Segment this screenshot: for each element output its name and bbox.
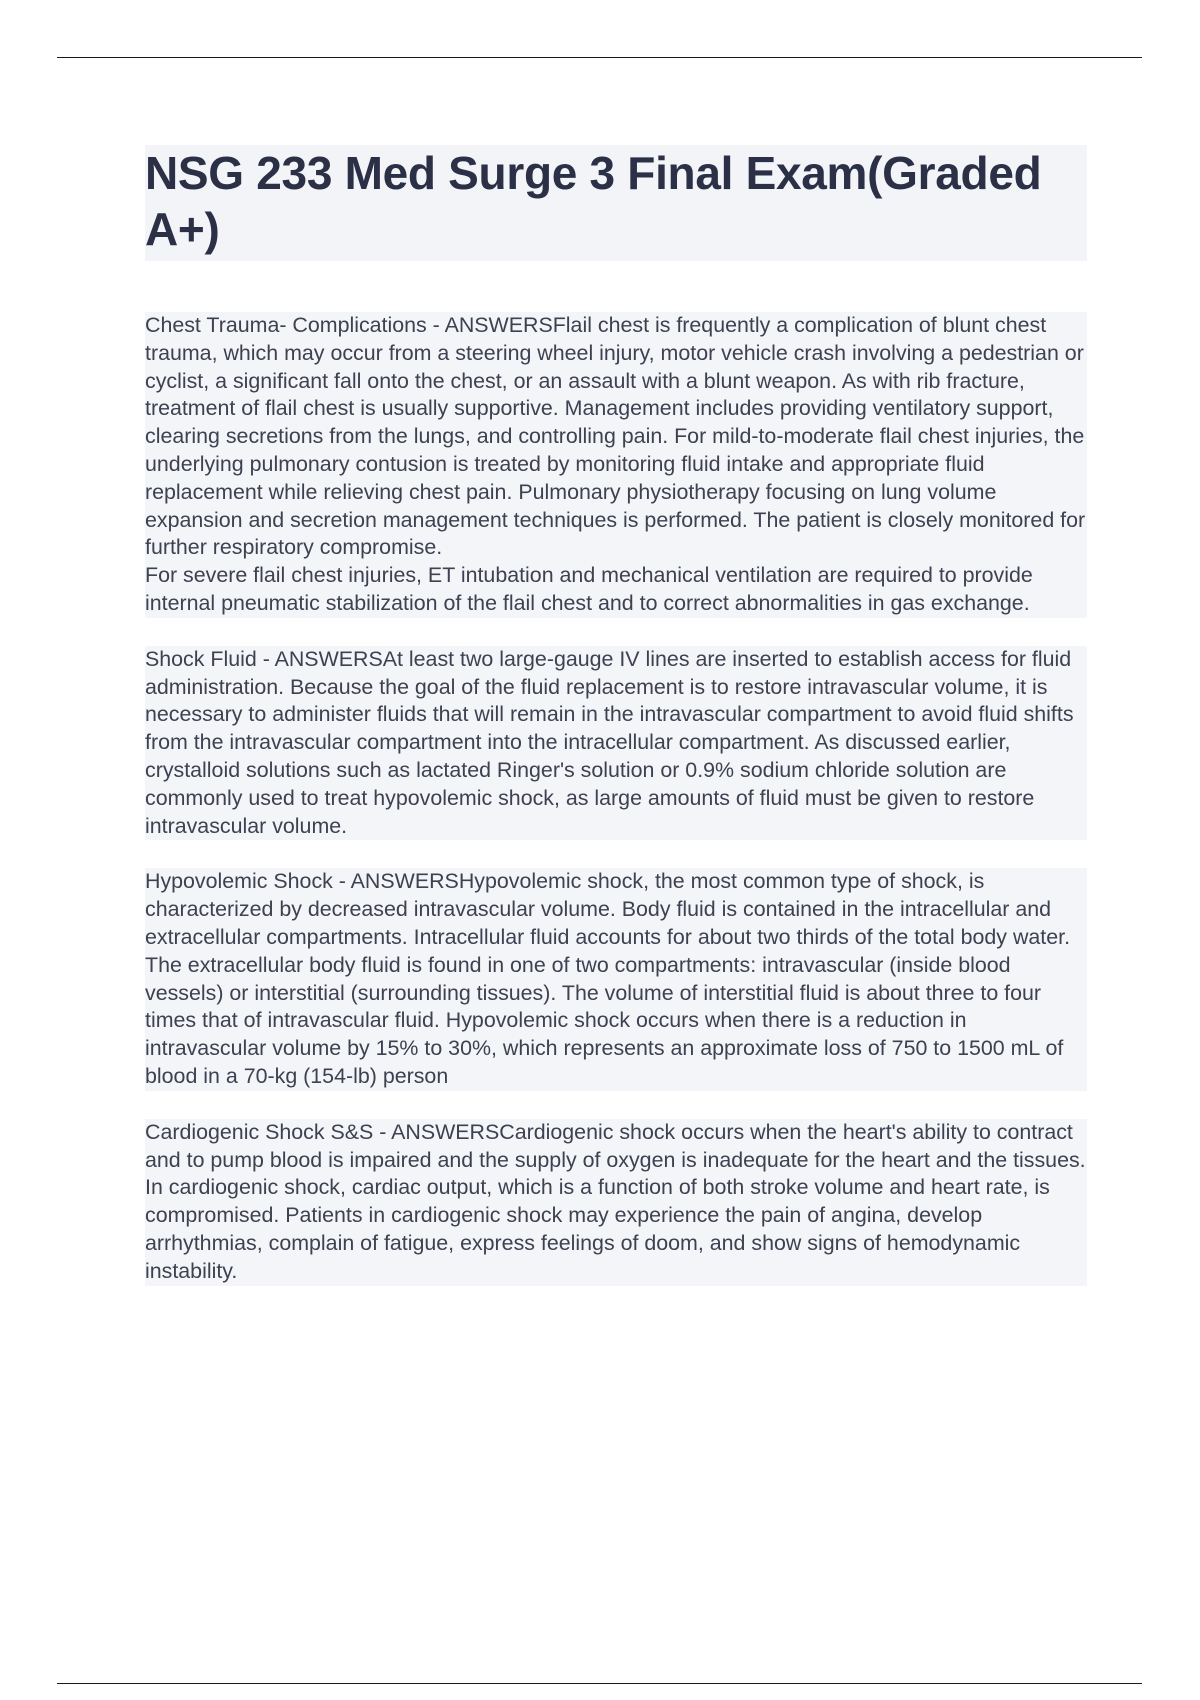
document-title: NSG 233 Med Surge 3 Final Exam(Graded A+): [145, 147, 1042, 255]
title-block: [145, 145, 1087, 261]
footer-rule: [57, 1683, 1142, 1684]
entry-paragraph: Cardiogenic Shock S&S - ANSWERSCardiogenic shock occurs when the heart's ability to contract and to pump blood is impaired and the supply of oxygen is inadequate for the heart and the tissues. In cardiogenic shock, cardiac output, which is a function of both stroke volume and heart rate, is compromised. Patients in cardiogenic shock may experience the pain of angina, develop arrhythmias, complain of fatigue, express feelings of doom, and show signs of hemodynamic instability.: [145, 1119, 1087, 1286]
entry-shock-fluid: [145, 646, 1087, 841]
header-rule: [57, 57, 1142, 58]
entry-paragraph: For severe flail chest injuries, ET intubation and mechanical ventilation are required to provide internal pneumatic stabilization of the flail chest and to correct abnormalities in gas exchange.: [145, 562, 1087, 618]
entry-chest-trauma: [145, 312, 1087, 618]
entry-cardiogenic-shock: [145, 1119, 1087, 1286]
entry-paragraph: Chest Trauma- Complications - ANSWERSFlail chest is frequently a complication of blunt chest trauma, which may occur from a steering wheel injury, motor vehicle crash involving a pedestrian or cyclist, a significant fall onto the chest, or an assault with a blunt weapon. As with rib fracture, treatment of flail chest is usually supportive. Management includes providing ventilatory support, clearing secretions from the lungs, and controlling pain. For mild-to-moderate flail chest injuries, the underlying pulmonary contusion is treated by monitoring fluid intake and appropriate fluid replacement while relieving chest pain. Pulmonary physiotherapy focusing on lung volume expansion and secretion management techniques is performed. The patient is closely monitored for further respiratory compromise.: [145, 312, 1087, 562]
entry-paragraph: Shock Fluid - ANSWERSAt least two large-gauge IV lines are inserted to establish access for fluid administration. Because the goal of the fluid replacement is to restore intravascular volume, it is necessary to administer fluids that will remain in the intravascular compartment to avoid fluid shifts from the intravascular compartment into the intracellular compartment. As discussed earlier, crystalloid solutions such as lactated Ringer's solution or 0.9% sodium chloride solution are commonly used to treat hypovolemic shock, as large amounts of fluid must be given to restore intravascular volume.: [145, 646, 1087, 841]
entry-hypovolemic-shock: [145, 868, 1087, 1090]
document-body: [145, 312, 1087, 1314]
entry-paragraph: Hypovolemic Shock - ANSWERSHypovolemic shock, the most common type of shock, is characterized by decreased intravascular volume. Body fluid is contained in the intracellular and extracellular compartments. Intracellular fluid accounts for about two thirds of the total body water. The extracellular body fluid is found in one of two compartments: intravascular (inside blood vessels) or interstitial (surrounding tissues). The volume of interstitial fluid is about three to four times that of intravascular fluid. Hypovolemic shock occurs when there is a reduction in intravascular volume by 15% to 30%, which represents an approximate loss of 750 to 1500 mL of blood in a 70-kg (154-lb) person: [145, 868, 1087, 1090]
